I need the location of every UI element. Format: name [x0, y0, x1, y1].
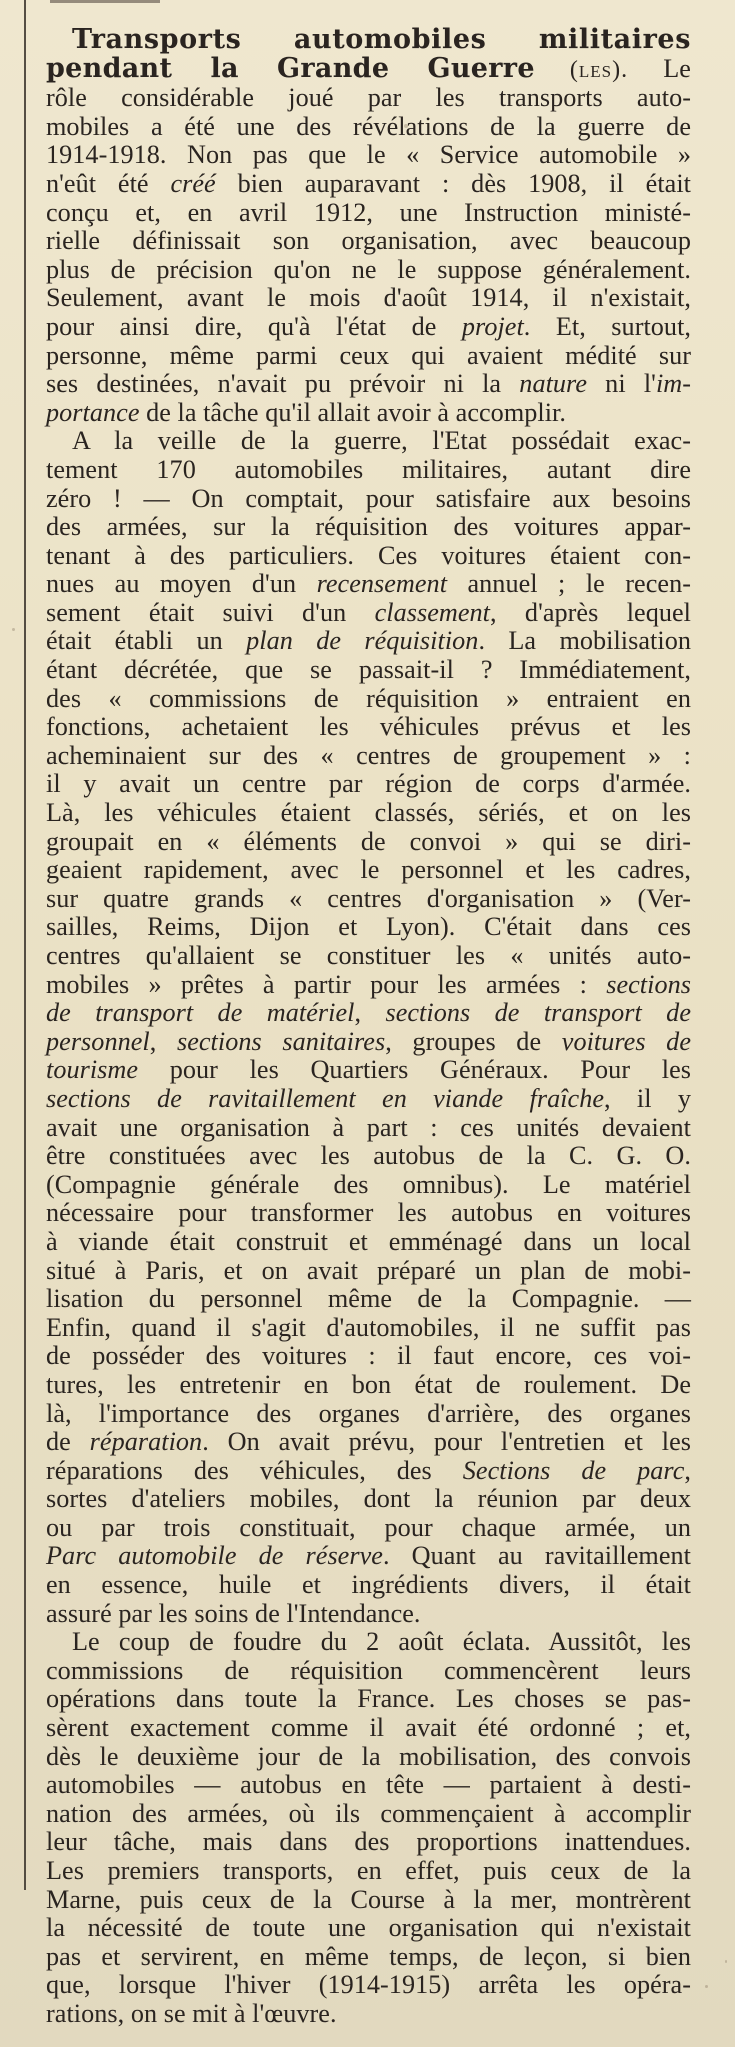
- italic-term: personnel: [46, 1026, 150, 1056]
- text-run: conçu et, en avril 1912, une Instruction ministé-: [46, 197, 691, 227]
- text-run: ses destinées, n'avait pu prévoir ni la: [46, 369, 520, 399]
- italic-term: tourisme: [46, 1055, 139, 1085]
- text-line: [46, 1114, 691, 1143]
- italic-term: créé: [170, 168, 216, 198]
- italic-term: sections de transport de: [385, 998, 691, 1028]
- text-line: [46, 570, 691, 599]
- text-line: [46, 1285, 691, 1314]
- text-line: [46, 1199, 691, 1228]
- text-run: plus de précision qu'on ne le suppose généralement.: [46, 254, 691, 284]
- text-line: [46, 1685, 691, 1714]
- article-body: [46, 52, 692, 2029]
- italic-term: réparation: [89, 1427, 203, 1457]
- text-line: [46, 1571, 691, 1600]
- italic-term: sections: [606, 969, 691, 999]
- text-run: de: [46, 1427, 90, 1457]
- text-line: [46, 1171, 691, 1200]
- text-run: acheminaient sur des « centres de groupement » :: [46, 740, 691, 770]
- text-line: [46, 1428, 691, 1457]
- text-run: , il y: [604, 1083, 691, 1113]
- headword-line-2: pendant la Grande Guerre: [46, 52, 535, 84]
- text-run: ou par trois constituait, pour chaque armée, un: [46, 1512, 691, 1542]
- text-line: [46, 1914, 691, 1943]
- text-run: A la veille de la guerre, l'Etat possédait exac-: [72, 426, 691, 456]
- text-line: [46, 284, 691, 313]
- text-line: [46, 656, 691, 685]
- text-run: . La mobilisation: [478, 626, 691, 656]
- text-line: [46, 713, 691, 742]
- text-line: [46, 1514, 691, 1543]
- text-line: [46, 627, 691, 656]
- text-run: . On avait prévu, pour l'entretien et les: [202, 1427, 691, 1457]
- italic-term: sections de ravitaillement en viande fraîche: [46, 1083, 605, 1113]
- text-line: [46, 599, 691, 628]
- text-run: que, lorsque l'hiver (1914-1915) arrêta les opéra-: [46, 1970, 691, 2000]
- text-run: étant décrétée, que se passait-il ? Immédiatement,: [46, 655, 691, 685]
- text-run: groupait en « éléments de convoi » qui se diri-: [46, 826, 691, 856]
- text-run: nation des armées, où ils commençaient à accomplir: [46, 1798, 691, 1828]
- italic-term: classement: [374, 597, 490, 627]
- text-run: réparations des véhicules, des: [46, 1455, 463, 1485]
- paragraph: [46, 427, 691, 1628]
- text-run: situé à Paris, et on avait préparé un plan de mobi-: [46, 1255, 691, 1285]
- headword-suffix: (les).: [569, 56, 629, 83]
- text-run: ni l': [587, 369, 656, 399]
- text-line: [46, 84, 691, 113]
- text-run: Marne, puis ceux de la Course à la mer, montrèrent: [46, 1884, 691, 1914]
- paper-speck: [705, 1985, 708, 1988]
- text-run: automobiles — autobus en tête — partaient à desti-: [46, 1770, 691, 1800]
- text-run: être constituées avec les autobus de la C. G. O.: [46, 1141, 691, 1171]
- text-line: [46, 1028, 691, 1057]
- text-line: [46, 1457, 691, 1486]
- text-line: [46, 1542, 691, 1571]
- text-run: là, l'importance des organes d'arrière, des organes: [46, 1398, 691, 1428]
- cutoff-rule-top: [50, 0, 160, 3]
- text-run: ,: [684, 1455, 691, 1485]
- text-run: Enfin, quand il s'agit d'automobiles, il ne suffit pas: [46, 1312, 691, 1342]
- text-run: sur quatre grands « centres d'organisation » (Ver-: [46, 883, 691, 913]
- text-run: sortes d'ateliers mobiles, dont la réunion par deux: [46, 1484, 691, 1514]
- italic-term: recensement: [316, 569, 448, 599]
- encyclopedia-article: [46, 26, 691, 2029]
- text-run: centres qu'allaient se constituer les « unités auto-: [46, 941, 691, 970]
- text-run: Les premiers transports, en effet, puis ceux de la: [46, 1856, 691, 1885]
- text-run: des « commissions de réquisition » entraient en: [46, 683, 691, 713]
- text-run: nues au moyen d'un: [46, 569, 317, 599]
- text-line: [46, 52, 691, 85]
- text-line: [46, 1628, 691, 1657]
- italic-term: portance: [46, 397, 140, 427]
- headword-line-1: Transports automobiles militaires: [72, 24, 691, 55]
- text-line: [46, 1600, 691, 1629]
- text-line: [46, 542, 691, 571]
- text-line: [46, 399, 691, 428]
- text-line: [46, 513, 691, 542]
- text-run: ,: [149, 1026, 177, 1056]
- text-line: [46, 1257, 691, 1286]
- paragraph: [46, 52, 692, 428]
- text-line: [46, 799, 691, 828]
- paragraph: [46, 1628, 691, 2028]
- text-line: [46, 1485, 691, 1514]
- text-run: fonctions, achetaient les véhicules prévus et les: [46, 712, 691, 742]
- text-run: pour les Quartiers Généraux. Pour les: [138, 1055, 691, 1085]
- text-run: avait une organisation à part : ces unités devaient: [46, 1112, 691, 1142]
- text-line: [46, 370, 691, 399]
- text-run: assuré par les soins de l'Intendance.: [46, 1598, 421, 1628]
- paper-speck: [12, 628, 15, 631]
- text-run: rations, on se mit à l'œuvre.: [46, 1998, 337, 2028]
- italic-term: voitures de: [561, 1026, 692, 1056]
- column-rule: [24, 0, 26, 1890]
- text-line: [46, 828, 691, 857]
- italic-term: nature: [519, 369, 587, 399]
- text-run: geaient rapidement, avec le personnel et les cadres,: [46, 855, 691, 885]
- text-run: leur tâche, mais dans des proportions inattendues.: [46, 1827, 691, 1857]
- text-run: mobiles a été une des révélations de la guerre de: [46, 111, 691, 141]
- text-line: [46, 742, 691, 771]
- text-run: était établi un: [46, 626, 247, 656]
- text-line: [46, 1743, 691, 1772]
- italic-term: plan de réquisition: [246, 626, 479, 656]
- text-line: [46, 685, 691, 714]
- text-run: tenant à des particuliers. Ces voitures étaient con-: [46, 540, 691, 570]
- text-line: [46, 856, 691, 885]
- text-line: [46, 913, 691, 942]
- text-line: [46, 999, 691, 1028]
- text-run: opérations dans toute la France. Les choses se pas-: [46, 1684, 691, 1714]
- text-line: [46, 113, 691, 142]
- text-run: zéro ! — On comptait, pour satisfaire aux besoins: [46, 483, 691, 513]
- text-run: en essence, huile et ingrédients divers, il était: [46, 1570, 691, 1600]
- text-run: tement 170 automobiles militaires, autant dire: [46, 454, 691, 484]
- text-run: de posséder des voitures : il faut encore, ces voi-: [46, 1341, 691, 1371]
- text-line: [46, 942, 691, 971]
- text-line: [46, 1714, 691, 1743]
- text-line: [46, 1314, 691, 1343]
- text-run: bien auparavant : dès 1908, il était: [215, 168, 691, 198]
- text-line: [46, 199, 691, 228]
- text-line: [46, 427, 691, 456]
- text-line: [46, 227, 691, 256]
- text-run: . Quant au ravitaillement: [382, 1541, 691, 1571]
- text-run: la nécessité de toute une organisation qui n'existait: [46, 1913, 691, 1943]
- text-line: [46, 1800, 691, 1829]
- italic-term: im-: [655, 369, 692, 399]
- text-line: [46, 2000, 691, 2029]
- text-run: des armées, sur la réquisition des voitures appar-: [46, 512, 691, 542]
- text-run: Le coup de foudre du 2 août éclata. Aussitôt, les: [72, 1627, 691, 1657]
- text-line: [46, 770, 691, 799]
- text-line: [46, 1085, 691, 1114]
- text-run: , d'après lequel: [489, 597, 691, 627]
- italic-term: de transport de matériel: [46, 998, 355, 1028]
- text-run: 1914-1918. Non pas que le « Service automobile »: [46, 140, 691, 170]
- text-run: personne, même parmi ceux qui avaient médité sur: [46, 340, 691, 370]
- text-run: (Compagnie générale des omnibus). Le matériel: [46, 1169, 691, 1199]
- text-line: [46, 485, 691, 514]
- text-run: Là, les véhicules étaient classés, sériés, et on les: [46, 798, 691, 828]
- text-line: [46, 1228, 691, 1257]
- text-run: sement était suivi d'un: [46, 597, 375, 627]
- text-run: il y avait un centre par région de corps d'armée.: [46, 769, 691, 799]
- text-run: de la tâche qu'il allait avoir à accomplir.: [139, 397, 566, 427]
- text-run: annuel ; le recen-: [447, 569, 691, 599]
- text-line: [46, 885, 691, 914]
- text-run: rôle considérable joué par les transports auto-: [46, 83, 691, 113]
- italic-term: projet: [461, 311, 524, 341]
- text-run: ,: [354, 998, 386, 1028]
- text-line: [46, 1371, 691, 1400]
- text-line: [46, 1400, 691, 1429]
- text-line: [46, 141, 691, 170]
- italic-term: Sections de parc: [462, 1455, 685, 1485]
- text-run: mobiles » prêtes à partir pour les armées :: [46, 969, 607, 999]
- text-line: [46, 1056, 691, 1085]
- text-line: [46, 170, 691, 199]
- italic-term: sections sanitaires: [176, 1026, 386, 1056]
- text-run: , groupes de: [385, 1026, 562, 1056]
- text-line: [46, 1857, 691, 1886]
- text-run: tures, les entretenir en bon état de roulement. De: [46, 1369, 691, 1399]
- text-line: [46, 313, 691, 342]
- text-run: Le: [663, 53, 691, 83]
- text-run: pas et servirent, en même temps, de leçon, si bien: [46, 1941, 691, 1971]
- text-run: . Et, surtout,: [523, 311, 691, 341]
- text-line: [46, 456, 691, 485]
- headword: [46, 26, 691, 55]
- text-run: n'eût été: [46, 168, 171, 198]
- text-run: pour ainsi dire, qu'à l'état de: [46, 311, 462, 341]
- text-line: [46, 342, 691, 371]
- text-line: [46, 971, 691, 1000]
- text-line: [46, 1943, 691, 1972]
- text-line: [46, 1657, 691, 1686]
- paper-speck: [725, 1960, 727, 1963]
- text-run: à viande était construit et emménagé dans un local: [46, 1226, 691, 1256]
- text-line: [46, 256, 691, 285]
- text-line: [46, 1142, 691, 1171]
- text-run: nécessaire pour transformer les autobus en voitures: [46, 1198, 691, 1228]
- text-line: [46, 1971, 691, 2000]
- text-run: commissions de réquisition commencèrent leurs: [46, 1655, 691, 1685]
- text-run: sèrent exactement comme il avait été ordonné ; et,: [46, 1713, 691, 1743]
- text-line: [46, 1342, 691, 1371]
- text-line: [46, 1886, 691, 1915]
- text-run: Seulement, avant le mois d'août 1914, il n'existait,: [46, 283, 691, 313]
- text-line: [46, 1771, 691, 1800]
- text-run: dès le deuxième jour de la mobilisation, des convois: [46, 1741, 691, 1771]
- text-run: rielle définissait son organisation, avec beaucoup: [46, 226, 691, 256]
- text-run: sailles, Reims, Dijon et Lyon). C'était dans ces: [46, 912, 691, 942]
- text-line: [46, 1828, 691, 1857]
- italic-term: Parc automobile de réserve: [46, 1541, 383, 1571]
- text-run: lisation du personnel même de la Compagnie. —: [46, 1284, 691, 1314]
